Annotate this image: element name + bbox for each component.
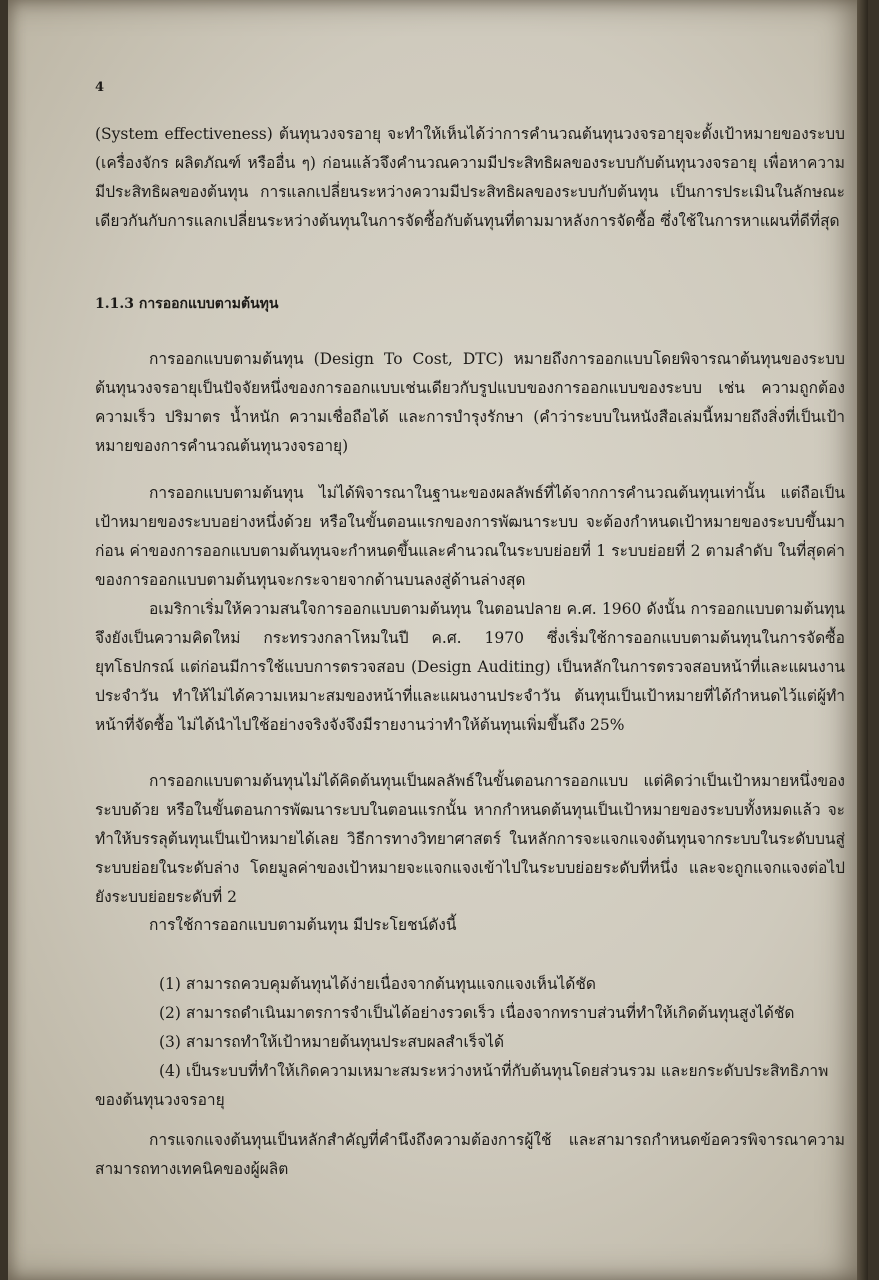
paragraph-benefits-intro: การใช้การออกแบบตามต้นทุน มีประโยชน์ดังนี้ xyxy=(149,916,457,934)
section-heading: 1.1.3 การออกแบบตามต้นทุน xyxy=(95,296,279,312)
page-edge-shadow xyxy=(857,0,868,1280)
paragraph-dtc-goal: การออกแบบตามต้นทุน ไม่ได้พิจารณาในฐานะของผลลัพธ์ที่ได้จากการคำนวณต้นทุนเท่านั้น แต่ถือเป็นเป้าหมายของระบบอย่างหนึ่งด้วย หรือในขั้นตอนแรกของการพัฒนาระบบ จะต้องกำหนดเป้าหมายของระบบขึ้นมาก่อน ค่าของการออกแบบตามต้นทุนจะกำหนดขึ้นและคำนวณในระบบย่อยที่ 1 ระบบย่อยที่ 2 ตามลำดับ ในที่สุดค่าของการออกแบบตามต้นทุนจะกระจายจากด้านบนลงสู่ด้านล่างสุด xyxy=(95,484,845,589)
document-page xyxy=(8,0,868,1280)
list-item: (4) เป็นระบบที่ทำให้เกิดความเหมาะสมระหว่างหน้าที่กับต้นทุนโดยส่วนรวม และยกระดับประสิทธิภาพของต้นทุนวงจรอายุ xyxy=(95,1062,829,1109)
list-item: (3) สามารถทำให้เป้าหมายต้นทุนประสบผลสำเร็จได้ xyxy=(159,1033,505,1051)
intro-paragraph: (System effectiveness) ต้นทุนวงจรอายุ จะทำให้เห็นได้ว่าการคำนวณต้นทุนวงจรอายุจะตั้งเป้าหมายของระบบ (เครื่องจักร ผลิตภัณฑ์ หรืออื่น ๆ) ก่อนแล้วจึงคำนวณความมีประสิทธิผลของระบบกับต้นทุนวงจรอายุ เพื่อหาความมีประสิทธิผลของต้นทุน การแลกเปลี่ยนระหว่างความมีประสิทธิผลของระบบกับต้นทุน เป็นการประเมินในลักษณะเดียวกันกับการแลกเปลี่ยนระหว่างต้นทุนในการจัดซื้อกับต้นทุนที่ตามมาหลังการจัดซื้อ ซึ่งใช้ในการหาแผนที่ดีที่สุด xyxy=(95,125,845,230)
paragraph-dtc-definition: การออกแบบตามต้นทุน (Design To Cost, DTC) หมายถึงการออกแบบโดยพิจารณาต้นทุนของระบบต้นทุนวงจรอายุเป็นปัจจัยหนึ่งของการออกแบบเช่นเดียวกับรูปแบบของการออกแบบของระบบ เช่น ความถูกต้อง ความเร็ว ปริมาตร น้ำหนัก ความเชื่อถือได้ และการบำรุงรักษา (คำว่าระบบในหนังสือเล่มนี้หมายถึงสิ่งที่เป็นเป้าหมายของการคำนวณต้นทุนวงจรอายุ) xyxy=(95,350,845,455)
list-item: (2) สามารถดำเนินมาตรการจำเป็นได้อย่างรวดเร็ว เนื่องจากทราบส่วนที่ทำให้เกิดต้นทุนสูงได้ชัด xyxy=(159,1004,795,1022)
paragraph-dtc-allocation: การออกแบบตามต้นทุนไม่ได้คิดต้นทุนเป็นผลลัพธ์ในขั้นตอนการออกแบบ แต่คิดว่าเป็นเป้าหมายหนึ่งของระบบด้วย หรือในขั้นตอนการพัฒนาระบบในตอนแรกนั้น หากกำหนดต้นทุนเป็นเป้าหมายของระบบทั้งหมดแล้ว จะทำให้บรรลุต้นทุนเป็นเป้าหมายได้เลย วิธีการทางวิทยาศาสตร์ ในหลักการจะแจกแจงต้นทุนจากระบบในระดับบนสู่ระบบย่อยในระดับล่าง โดยมูลค่าของเป้าหมายจะแจกแจงเข้าไปในระบบย่อยระดับที่หนึ่ง และจะถูกแจกแจงต่อไปยังระบบย่อยระดับที่ 2 xyxy=(95,772,845,906)
page-number: 4 xyxy=(95,80,105,95)
benefits-list xyxy=(95,970,845,1115)
paragraph-dtc-history: อเมริกาเริ่มให้ความสนใจการออกแบบตามต้นทุน ในตอนปลาย ค.ศ. 1960 ดังนั้น การออกแบบตามต้นทุนจึงยังเป็นความคิดใหม่ กระทรวงกลาโหมในปี ค.ศ. 1970 ซึ่งเริ่มใช้การออกแบบตามต้นทุนในการจัดซื้อยุทโธปกรณ์ แต่ก่อนมีการใช้แบบการตรวจสอบ (Design Auditing) เป็นหลักในการตรวจสอบหน้าที่และแผนงานประจำวัน ทำให้ไม่ได้ความเหมาะสมของหน้าที่และแผนงานประจำวัน ต้นทุนเป็นเป้าหมายที่ได้กำหนดไว้แต่ผู้ทำหน้าที่จัดซื้อ ไม่ได้นำไปใช้อย่างจริงจังจึงมีรายงานว่าทำให้ต้นทุนเพิ่มขึ้นถึง 25% xyxy=(95,600,845,734)
paragraph-cost-allocation: การแจกแจงต้นทุนเป็นหลักสำคัญที่คำนึงถึงความต้องการผู้ใช้ และสามารถกำหนดข้อควรพิจารณาความสามารถทางเทคนิคของผู้ผลิต xyxy=(95,1131,845,1178)
list-item: (1) สามารถควบคุมต้นทุนได้ง่ายเนื่องจากต้นทุนแจกแจงเห็นได้ชัด xyxy=(159,975,596,993)
